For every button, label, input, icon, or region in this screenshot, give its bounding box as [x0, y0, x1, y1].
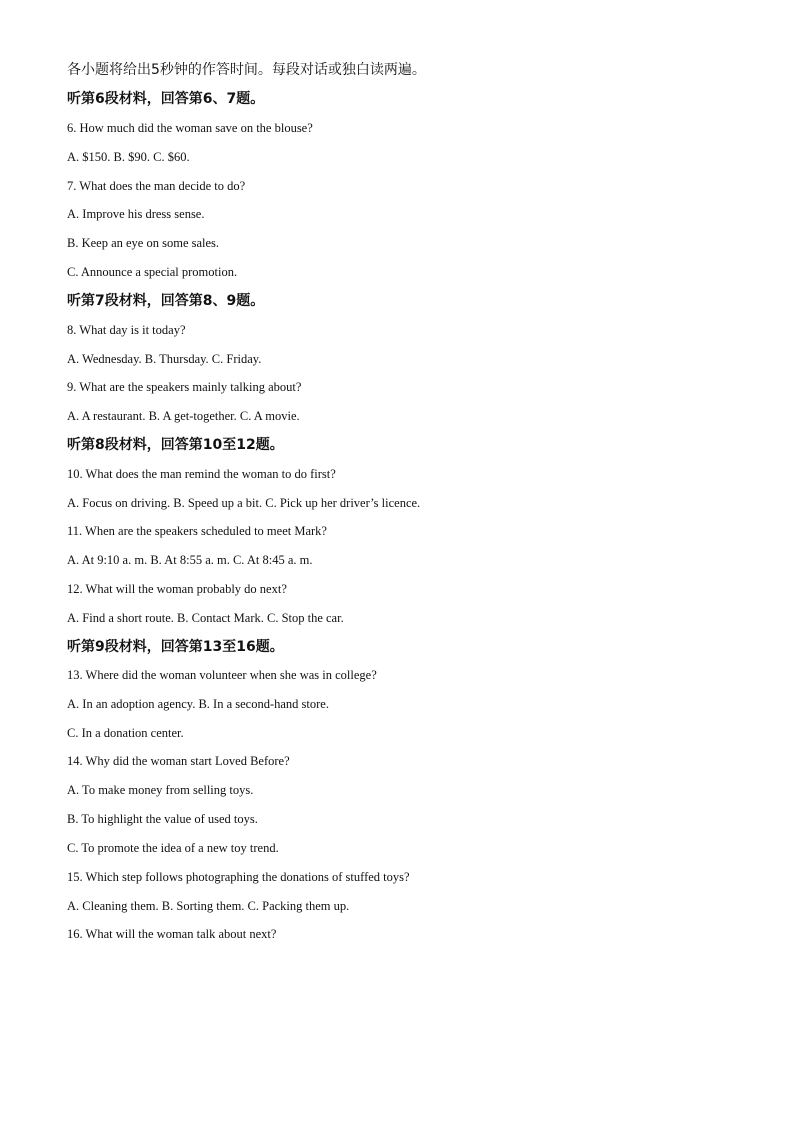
section-heading-6: 听第6段材料，回答第6、7题。	[67, 91, 265, 107]
option-14c: C. To promote the idea of a new toy trend.	[67, 841, 279, 855]
options-8: A. Wednesday. B. Thursday. C. Friday.	[67, 352, 262, 366]
question-12: 12. What will the woman probably do next?	[67, 582, 287, 596]
question-14: 14. Why did the woman start Loved Before?	[67, 754, 290, 768]
question-9: 9. What are the speakers mainly talking about?	[67, 380, 302, 394]
question-8: 8. What day is it today?	[67, 323, 186, 337]
options-13ab: A. In an adoption agency. B. In a second-hand store.	[67, 697, 329, 711]
options-15: A. Cleaning them. B. Sorting them. C. Packing them up.	[67, 899, 350, 913]
options-9: A. A restaurant. B. A get-together. C. A movie.	[67, 409, 300, 423]
question-13: 13. Where did the woman volunteer when she was in college?	[67, 668, 377, 682]
option-14a: A. To make money from selling toys.	[67, 783, 254, 797]
options-6: A. $150. B. $90. C. $60.	[67, 150, 190, 164]
question-15: 15. Which step follows photographing the donations of stuffed toys?	[67, 870, 410, 884]
section-heading-9: 听第9段材料，回答第13至16题。	[67, 639, 284, 655]
question-7: 7. What does the man decide to do?	[67, 179, 246, 193]
options-12: A. Find a short route. B. Contact Mark. C. Stop the car.	[67, 611, 344, 625]
option-7b: B. Keep an eye on some sales.	[67, 236, 220, 250]
question-16: 16. What will the woman talk about next?	[67, 927, 277, 941]
option-7a: A. Improve his dress sense.	[67, 207, 205, 221]
section-heading-7: 听第7段材料，回答第8、9题。	[67, 293, 265, 309]
question-11: 11. When are the speakers scheduled to meet Mark?	[67, 524, 327, 538]
options-10: A. Focus on driving. B. Speed up a bit. C. Pick up her driver’s licence.	[67, 496, 421, 510]
option-14b: B. To highlight the value of used toys.	[67, 812, 258, 826]
options-11: A. At 9:10 a. m. B. At 8:55 a. m. C. At 8:45 a. m.	[67, 553, 313, 567]
question-10: 10. What does the man remind the woman to do first?	[67, 467, 336, 481]
option-13c: C. In a donation center.	[67, 726, 184, 740]
option-7c: C. Announce a special promotion.	[67, 265, 238, 279]
intro-text: 各小题将给出5秒钟的作答时间。每段对话或独白读两遍。	[67, 62, 426, 78]
question-6: 6. How much did the woman save on the blouse?	[67, 121, 313, 135]
section-heading-8: 听第8段材料，回答第10至12题。	[67, 437, 284, 453]
